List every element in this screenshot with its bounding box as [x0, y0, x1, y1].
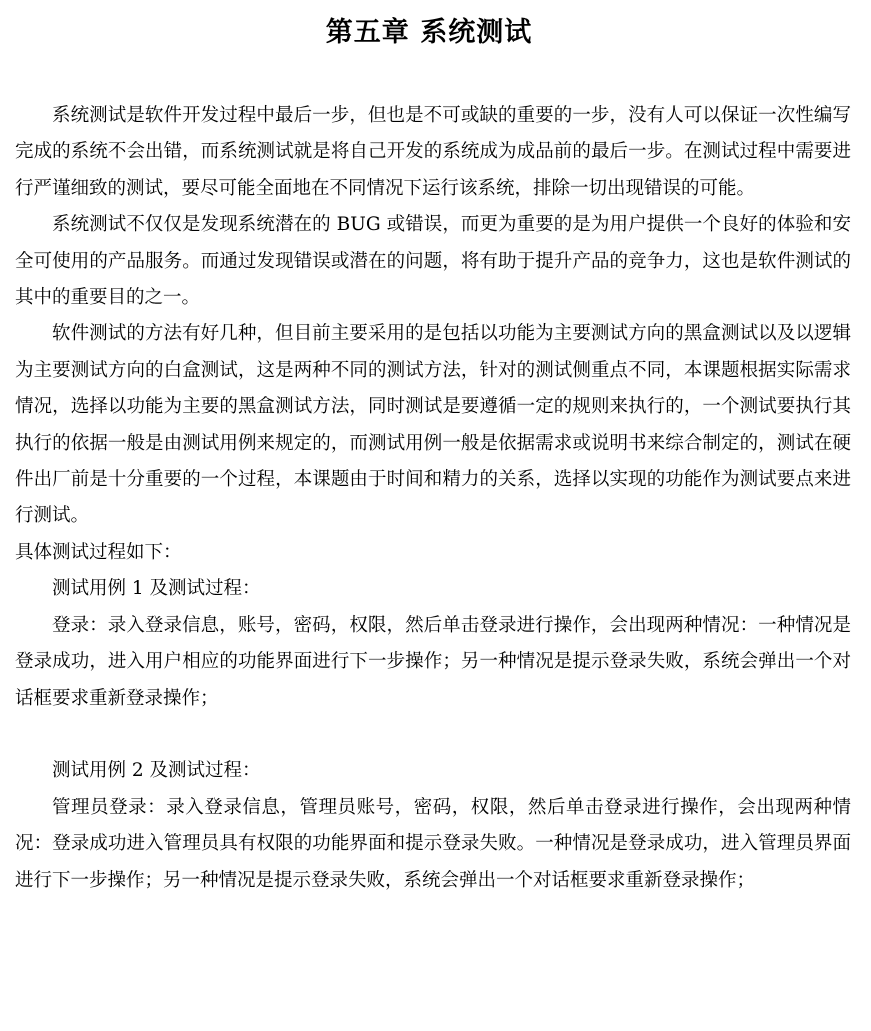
blank-line	[15, 717, 851, 753]
paragraph-process-intro: 具体测试过程如下：	[15, 541, 182, 563]
test-case-1-heading: 测试用例 1 及测试过程：	[52, 578, 261, 600]
test-case-1-description: 登录：录入登录信息，账号，密码，权限，然后单击登录进行操作，会出现两种情况：一种情况是登录成功，进入用户相应的功能界面进行下一步操作；另一种情况是提示登录失败，系统会弹出一个对话框要求重新登录操作；	[15, 614, 851, 709]
paragraph-purpose: 系统测试不仅仅是发现系统潜在的 BUG 或错误，而更为重要的是为用户提供一个良好的体验和安全可使用的产品服务。而通过发现错误或潜在的问题，将有助于提升产品的竞争力，这也是软件测试的其中的重要目的之一。	[15, 214, 851, 309]
test-case-2-description: 管理员登录：录入登录信息，管理员账号，密码，权限，然后单击登录进行操作，会出现两种情况：登录成功进入管理员具有权限的功能界面和提示登录失败。一种情况是登录成功，进入管理员界面进行下一步操作；另一种情况是提示登录失败，系统会弹出一个对话框要求重新登录操作；	[15, 796, 851, 891]
chapter-body	[15, 98, 851, 899]
test-case-2-heading: 测试用例 2 及测试过程：	[52, 760, 261, 782]
paragraph-intro: 系统测试是软件开发过程中最后一步，但也是不可或缺的重要的一步，没有人可以保证一次性编写完成的系统不会出错，而系统测试就是将自己开发的系统成为成品前的最后一步。在测试过程中需要进行严谨细致的测试，要尽可能全面地在不同情况下运行该系统，排除一切出现错误的可能。	[15, 105, 851, 199]
paragraph-methods: 软件测试的方法有好几种，但目前主要采用的是包括以功能为主要测试方向的黑盒测试以及以逻辑为主要测试方向的白盒测试，这是两种不同的测试方法，针对的测试侧重点不同，本课题根据实际需求情况，选择以功能为主要的黑盒测试方法，同时测试是要遵循一定的规则来执行的，一个测试要执行其执行的依据一般是由测试用例来规定的，而测试用例一般是依据需求或说明书来综合制定的，测试在硬件出厂前是十分重要的一个过程，本课题由于时间和精力的关系，选择以实现的功能作为测试要点来进行测试。	[15, 323, 851, 527]
chapter-title: 第五章 系统测试	[325, 17, 533, 48]
